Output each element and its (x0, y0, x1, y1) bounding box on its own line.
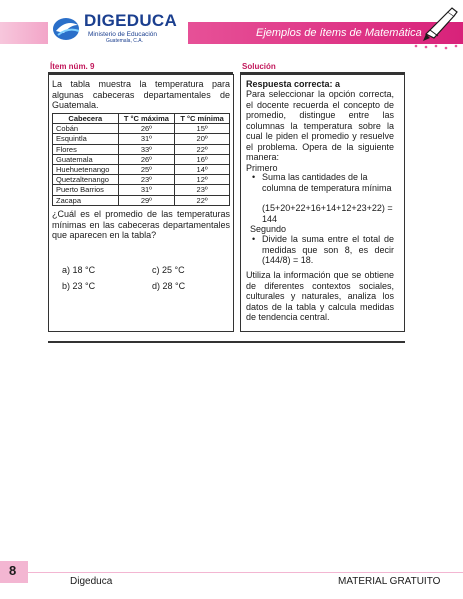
logo-name: DIGEDUCA (84, 11, 178, 30)
table-cell: 23º (175, 185, 230, 195)
option-d: d) 28 °C (152, 281, 186, 291)
writing-hand-icon (420, 4, 460, 44)
table-cell: Flores (53, 144, 119, 154)
digeduca-emblem-icon (52, 13, 82, 43)
table-row (53, 154, 230, 164)
table-cell: 26º (118, 124, 175, 134)
footer-left-text: Digeduca (70, 576, 113, 587)
step-second-text: Divide la suma entre el total de medidas que son 8, es decir (144/8) = 18. (262, 234, 394, 265)
decorative-dots-icon (412, 40, 460, 52)
question-intro: La tabla muestra la temperatura para algunas cabeceras departamentales de Guatemala. (52, 79, 230, 110)
table-cell: 22º (175, 195, 230, 205)
solution-heading: Solución (242, 62, 276, 71)
temperature-table (52, 113, 230, 206)
table-cell: 22º (175, 144, 230, 154)
table-cell: 14º (175, 164, 230, 174)
table-cell: 31º (118, 185, 175, 195)
table-cell: 33º (118, 144, 175, 154)
table-cell: 31º (118, 134, 175, 144)
table-header: T °C mínima (175, 114, 230, 124)
table-cell: 15º (175, 124, 230, 134)
footer-right-text: MATERIAL GRATUITO (338, 576, 441, 587)
step-first-text: Suma las cantidades de la columna de temperatura mínima (262, 172, 392, 193)
option-a: a) 18 °C (62, 265, 96, 275)
item-heading: Ítem núm. 9 (50, 62, 95, 71)
table-header: T °C máxima (118, 114, 175, 124)
table-row (53, 195, 230, 205)
header-title: Ejemplos de ítems de Matemática (256, 27, 422, 39)
option-c: c) 25 °C (152, 265, 185, 275)
table-cell: 20º (175, 134, 230, 144)
table-cell: 23º (118, 175, 175, 185)
table-cell: Puerto Barrios (53, 185, 119, 195)
solution-paragraph-1: Para seleccionar la opción correcta, el docente recuerda el concepto de promedio, distingue entre las columnas la temperatura sobre la cual le piden el promedio y resuelve el problema. Opera de la siguiente manera: (246, 89, 394, 162)
step-second-label: Segundo (250, 224, 287, 234)
table-cell: Quetzaltenango (53, 175, 119, 185)
table-header-row (53, 114, 230, 124)
bullet-icon: • (252, 234, 256, 244)
logo-subtitle-2: Guatemala, C.A. (106, 38, 143, 44)
table-header: Cabecera (53, 114, 119, 124)
step-first-calc: (15+20+22+16+14+12+23+22) = 144 (262, 203, 393, 224)
table-cell: 12º (175, 175, 230, 185)
table-cell: Huehuetenango (53, 164, 119, 174)
table-row (53, 134, 230, 144)
table-row (53, 175, 230, 185)
table-cell: 16º (175, 154, 230, 164)
table-row (53, 185, 230, 195)
section-bottom-rule (48, 341, 405, 343)
table-cell: 29º (118, 195, 175, 205)
table-cell: Esquintla (53, 134, 119, 144)
table-row (53, 164, 230, 174)
question-text: ¿Cuál es el promedio de las temperaturas mínimas en las cabeceras departamentales que aparecen en la tabla? (52, 209, 230, 240)
table-cell: Cobán (53, 124, 119, 134)
bullet-icon: • (252, 172, 256, 182)
option-b: b) 23 °C (62, 281, 96, 291)
footer-rule (28, 572, 463, 573)
correct-answer: Respuesta correcta: a (246, 79, 341, 89)
table-cell: 25º (118, 164, 175, 174)
solution-paragraph-2: Utiliza la información que se obtiene de diferentes contextos sociales, culturales y naturales, analiza los datos de la tabla y calcula medidas de tendencia central. (246, 270, 394, 322)
table-row (53, 124, 230, 134)
table-cell: 26º (118, 154, 175, 164)
table-cell: Guatemala (53, 154, 119, 164)
step-first-label: Primero (246, 163, 278, 173)
table-row (53, 144, 230, 154)
page-number: 8 (9, 563, 17, 578)
table-cell: Zacapa (53, 195, 119, 205)
logo-subtitle: Ministerio de Educación (88, 31, 158, 38)
